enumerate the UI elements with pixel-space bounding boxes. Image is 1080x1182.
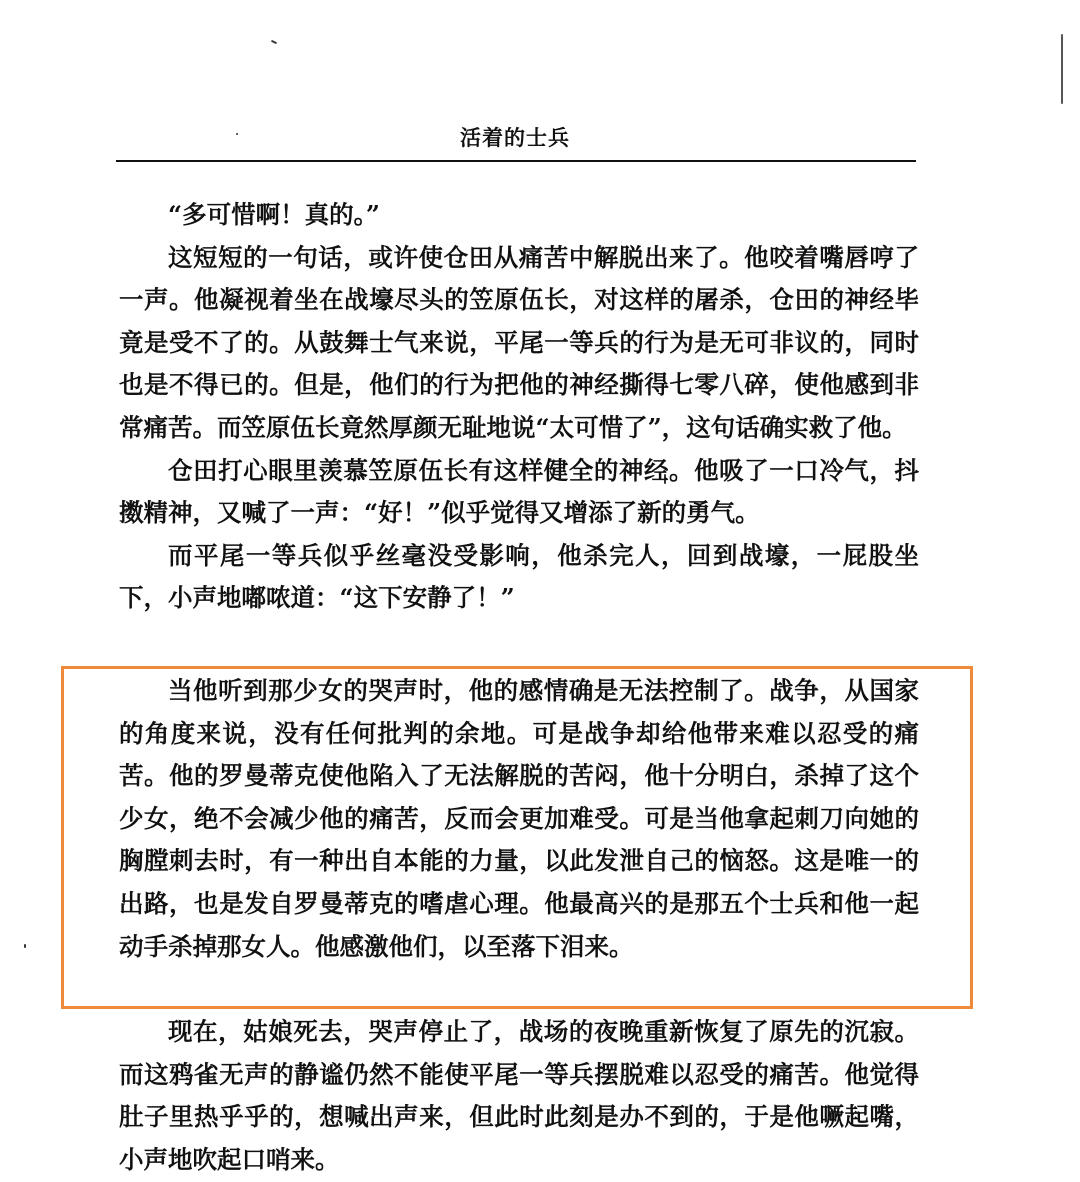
body-text-highlighted: [119, 670, 919, 968]
running-header-title: 活着的士兵: [460, 125, 570, 150]
scan-speck: [271, 40, 277, 44]
paragraph: 现在，姑娘死去，哭声停止了，战场的夜晚重新恢复了原先的沉寂。而这鸦雀无声的静谧仍然不能使平尾一等兵摆脱难以忍受的痛苦。他觉得肚子里热乎乎的，想喊出声来，但此时此刻是办不到的，于是他噘起嘴，小声地吹起口哨来。: [119, 1017, 919, 1174]
scan-speck: [24, 944, 26, 948]
highlighted-paragraph: 当他听到那少女的哭声时，他的感情确是无法控制了。战争，从国家的角度来说，没有任何批判的余地。可是战争却给他带来难以忍受的痛苦。他的罗曼蒂克使他陷入了无法解脱的苦闷，他十分明白，杀掉了这个少女，绝不会减少他的痛苦，反而会更加难受。可是当他拿起刺刀向她的胸膛刺去时，有一种出自本能的力量，以此发泄自己的恼怒。这是唯一的出路，也是发自罗曼蒂克的嗜虐心理。他最高兴的是那五个士兵和他一起动手杀掉那女人。他感激他们，以至落下泪来。: [119, 676, 919, 961]
header-rule: [116, 160, 916, 162]
paragraph: 而平尾一等兵似乎丝毫没受影响，他杀完人，回到战壕，一屁股坐下，小声地嘟哝道：“这下安静了！”: [119, 540, 919, 613]
body-text-top: [119, 194, 919, 620]
paragraph: “多可惜啊！真的。”: [168, 200, 380, 229]
scan-speck: [1061, 34, 1063, 104]
paragraph: 这短短的一句话，或许使仓田从痛苦中解脱出来了。他咬着嘴唇哼了一声。他凝视着坐在战壕尽头的笠原伍长，对这样的屠杀，仓田的神经毕竟是受不了的。从鼓舞士气来说，平尾一等兵的行为是无可非议的，同时也是不得已的。但是，他们的行为把他的神经撕得七零八碎，使他感到非常痛苦。而笠原伍长竟然厚颜无耻地说“太可惜了”，这句话确实救了他。: [119, 242, 919, 442]
body-text-bottom: [119, 1011, 919, 1181]
paragraph: 仓田打心眼里羡慕笠原伍长有这样健全的神经。他吸了一口冷气，抖擞精神，又喊了一声：“好！”似乎觉得又增添了新的勇气。: [119, 455, 919, 528]
